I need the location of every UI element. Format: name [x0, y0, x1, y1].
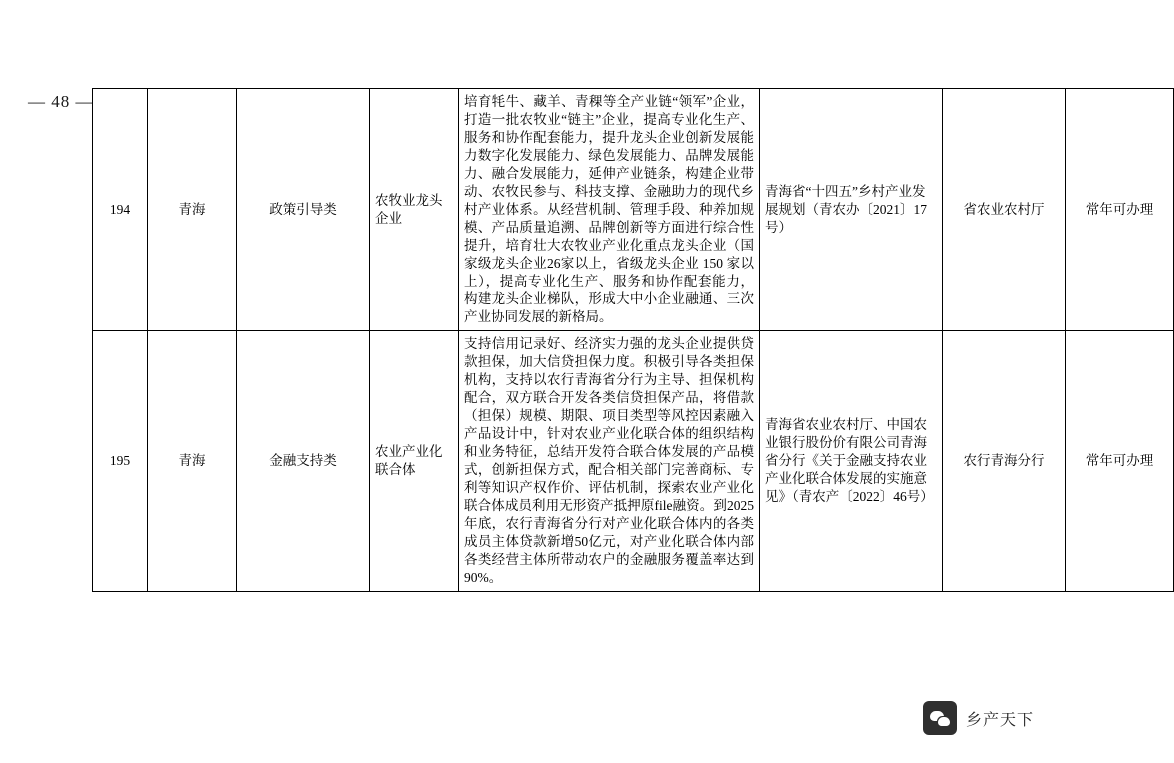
- processing-time-text: 常年可办理: [1085, 453, 1154, 469]
- cell-province: [148, 89, 237, 331]
- subject-text: 农业产业化联合体: [375, 444, 443, 478]
- table-row: [93, 331, 1174, 591]
- content-text: 支持信用记录好、经济实力强的龙头企业提供贷款担保，加大信贷担保力度。积极引导各类担保机构，支持以农行青海省分行为主导、担保机构配合，双方联合开发各类信贷担保产品，将借款（担保）规模、期限、项目类型等风控因素融入产品设计中，针对农业产业化联合体的组织结构和业务特征，总结开发符合联合体发展的产品模式，创新担保方式，配合相关部门完善商标、专利等知识产权作价、评估机制，探索农业产业化联合体成员利用无形资产抵押原file融资。到2025年底，农行青海省分行对产业化联合体内的各类成员主体贷款新增50亿元，对产业化联合体内部各类经营主体所带动农户的金融服务覆盖率达到90%。: [464, 336, 754, 585]
- cell-basis: [760, 331, 943, 591]
- cell-serial-number: [93, 89, 148, 331]
- serial-number-text: 195: [109, 453, 131, 469]
- page-number: — 48 —: [28, 92, 94, 111]
- table-row: [93, 89, 1174, 331]
- cell-basis: [760, 89, 943, 331]
- serial-number-text: 194: [109, 201, 131, 217]
- cell-policy-type: [237, 89, 370, 331]
- cell-department: [943, 331, 1066, 591]
- content-text: 培育牦牛、藏羊、青稞等全产业链“领军”企业，打造一批农牧业“链主”企业，提高专业化生产、服务和协作配套能力，提升龙头企业创新发展能力数字化发展能力、绿色发展能力、品牌发展能力、融合发展能力，延伸产业链条，构建企业带动、农牧民参与、科技支撑、金融助力的现代乡村产业体系。从经营机制、管理手段、种养加规模、产品质量追溯、品牌创新等方面进行综合性提升，培育壮大农牧业产业化重点龙头企业（国家级龙头企业26家以上，省级龙头企业 150 家以上），提高专业化生产、服务和协作配套能力，构建龙头企业梯队，形成大中小企业融通、三次产业协同发展的新格局。: [464, 94, 754, 325]
- cell-content: [459, 331, 760, 591]
- subject-text: 农牧业龙头企业: [375, 192, 443, 226]
- policy-table-container: [92, 88, 1154, 592]
- cell-content: [459, 89, 760, 331]
- department-text: 农行青海分行: [963, 453, 1045, 469]
- cell-processing-time: [1066, 331, 1174, 591]
- department-text: 省农业农村厅: [963, 201, 1045, 217]
- province-text: 青海: [178, 201, 206, 217]
- processing-time-text: 常年可办理: [1085, 201, 1154, 217]
- cell-subject: [370, 89, 459, 331]
- basis-text: 青海省“十四五”乡村产业发展规划（青农办〔2021〕17号）: [765, 183, 927, 235]
- watermark-account-badge: [923, 701, 1034, 735]
- watermark-account-name: 乡产天下: [965, 711, 1034, 729]
- wechat-official-account-logo-icon: [923, 701, 957, 735]
- cell-province: [148, 331, 237, 591]
- policy-type-text: 金融支持类: [269, 453, 337, 469]
- cell-department: [943, 89, 1066, 331]
- cell-serial-number: [93, 331, 148, 591]
- policy-type-text: 政策引导类: [269, 201, 337, 217]
- basis-text: 青海省农业农村厅、中国农业银行股份价有限公司青海省分行《关于金融支持农业产业化联合体发展的实施意见》（青农产〔2022〕46号）: [765, 417, 934, 504]
- policy-table: [92, 88, 1174, 592]
- province-text: 青海: [178, 453, 206, 469]
- cell-subject: [370, 331, 459, 591]
- cell-policy-type: [237, 331, 370, 591]
- cell-processing-time: [1066, 89, 1174, 331]
